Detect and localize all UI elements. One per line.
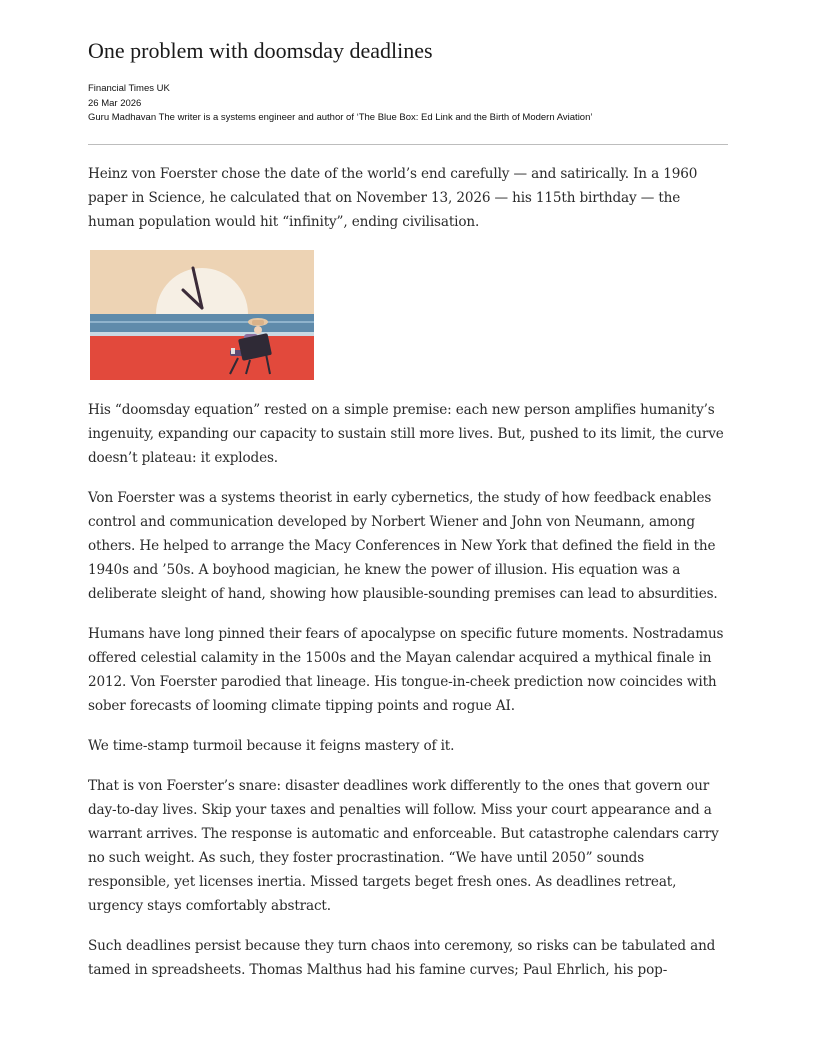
paragraph: Such deadlines persist because they turn chaos into ceremony, so risks can be tabulated and tamed in spreadsheets. Thomas Malthus had his famine curves; Paul Ehrlich, his pop- — [88, 938, 716, 978]
illustration-sand — [90, 336, 314, 380]
illustration-shoreline — [90, 332, 314, 336]
publish-date: 26 Mar 2026 — [88, 97, 142, 109]
author-byline: Guru Madhavan The writer is a systems engineer and author of ‘The Blue Box: Ed Link and the Birth of Modern Aviation’ — [88, 112, 593, 123]
paragraph: We time-stamp turmoil because it feigns mastery of it. — [88, 738, 455, 754]
article-body — [88, 162, 730, 998]
publication-name: Financial Times UK — [88, 83, 170, 94]
article-meta — [88, 82, 592, 126]
paragraph: That is von Foerster’s snare: disaster deadlines work differently to the ones that govern our day-to-day lives. Skip your taxes and penalties will follow. Miss your court appearance and a warrant arrives. The response is automatic and enforceable. But catastrophe calendars carry no such weight. As such, they foster procrastination. “We have until 2050” sounds responsible, yet licenses inertia. Missed targets beget fresh ones. As deadlines retreat, urgency stays comfortably abstract. — [88, 778, 719, 914]
paragraph: His “doomsday equation” rested on a simple premise: each new person amplifies humanity’s ingenuity, expanding our capacity to sustain still more lives. But, pushed to its limit, the curve doesn’t plateau: it explodes. — [88, 402, 724, 466]
paragraph: Humans have long pinned their fears of apocalypse on specific future moments. Nostradamus offered celestial calamity in the 1500s and the Mayan calendar acquired a mythical finale in 2012. Von Foerster parodied that lineage. His tongue-in-cheek prediction now coincides with sober forecasts of looming climate tipping points and rogue AI. — [88, 626, 724, 714]
header-divider — [88, 144, 728, 145]
paragraph: Von Foerster was a systems theorist in early cybernetics, the study of how feedback enables control and communication developed by Norbert Wiener and John von Neumann, among others. He helped to arrange the Macy Conferences in New York that defined the field in the 1940s and ’50s. A boyhood magician, he knew the power of illusion. His equation was a deliberate sleight of hand, showing how plausible-sounding premises can lead to absurdities. — [88, 490, 718, 602]
illustration-person-on-beach-chair-clock-sun-icon — [90, 250, 314, 380]
illustration-wave-line — [90, 321, 314, 323]
paragraph: Heinz von Foerster chose the date of the world’s end carefully — and satirically. In a 1960 paper in Science, he calculated that on November 13, 2026 — his 115th birthday — the human population would hit “infinity”, ending civilisation. — [88, 166, 698, 230]
article-title: One problem with doomsday deadlines — [88, 38, 433, 63]
